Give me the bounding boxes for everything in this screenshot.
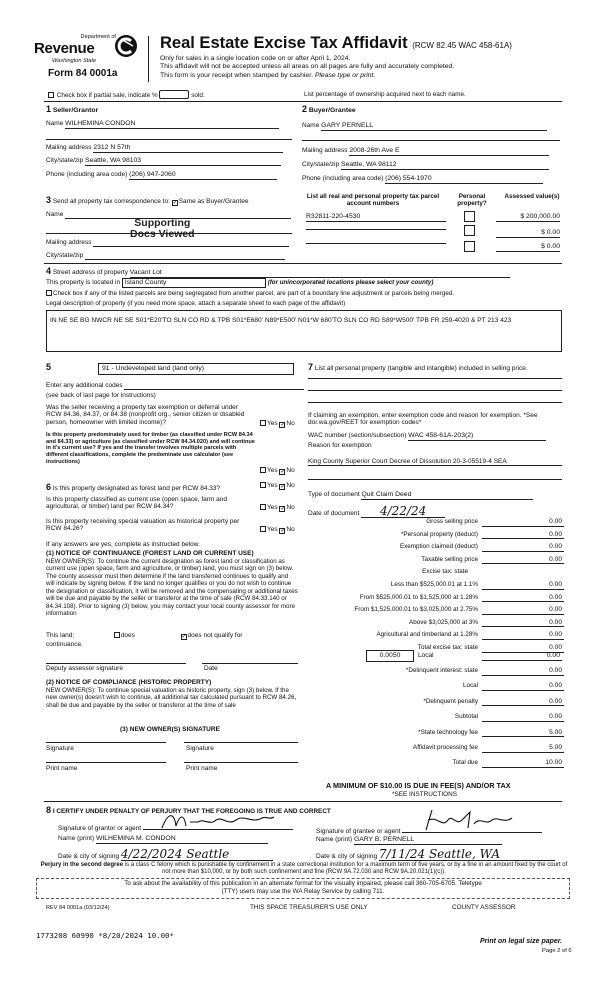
buyer-heading: 2 Buyer/Grantee <box>302 104 356 114</box>
continuance-label: continuance. <box>46 641 83 648</box>
forest-yes-checkbox[interactable] <box>260 482 266 488</box>
additional-codes-row: Enter any additional codes <box>46 382 304 390</box>
tax-calc-amount[interactable]: 0.00 <box>482 698 564 707</box>
personal-property-checkbox[interactable] <box>464 225 475 236</box>
seller-mailing[interactable]: 2312 N 57th <box>93 144 283 153</box>
exemption-yes-checkbox[interactable] <box>260 420 266 426</box>
grantee-signature-scribble <box>418 806 518 834</box>
does-not-qualify-checkbox[interactable]: ✓ <box>181 634 187 640</box>
tax-calc-amount[interactable]: 0.00 <box>482 713 564 722</box>
document-type[interactable]: Quit Claim Deed <box>361 491 533 500</box>
tax-calc-amount[interactable]: 0.00 <box>482 619 564 628</box>
tax-calc-label: Total excise tax: state <box>417 644 478 651</box>
historic-no-checkbox[interactable]: ✓ <box>280 528 286 534</box>
seller-city-row: City/state/zip Seattle, WA 98103 <box>46 157 292 166</box>
note-2: This affidavit will not be accepted unless all areas on all pages are fully and accurately completed. <box>160 63 455 71</box>
notice2-title: (2) NOTICE OF COMPLIANCE (HISTORIC PROPERTY) <box>46 679 212 686</box>
tax-calc-amount[interactable]: 10.00 <box>482 759 564 768</box>
reason-label: Reason for exemption <box>308 442 372 449</box>
seller-phone[interactable]: (206) 947-2060 <box>129 171 277 180</box>
grantee-name[interactable]: GARY B. PERNELL <box>354 836 502 845</box>
tax-calc-label: *Personal property (deduct) <box>400 530 478 538</box>
tax-calc-row <box>308 568 564 578</box>
tax-calc-amount[interactable]: 0.00 <box>482 581 564 590</box>
tax-calc-amount[interactable]: 0.00 <box>482 606 564 615</box>
timber-yes-checkbox[interactable] <box>260 467 266 473</box>
header-notes <box>160 55 560 80</box>
deputy-date-label: Date <box>204 665 218 672</box>
new-owner-print-label: Print name <box>46 765 78 772</box>
tax-calc-label: Exemption claimed (deduct) <box>399 543 478 551</box>
notice1-title: (1) NOTICE OF CONTINUANCE (FOREST LAND OR CURRENT USE) <box>46 550 254 557</box>
partial-sale-percent-field[interactable] <box>159 90 189 99</box>
tax-calc-row <box>308 619 564 629</box>
tax-calc-amount[interactable]: 0.00 <box>482 644 564 653</box>
tax-calc-label: Less than $525,000.01 at 1.1% <box>390 581 478 588</box>
tax-calc-row <box>308 631 564 641</box>
parcel-number[interactable]: R32811-220-4530 <box>306 213 446 222</box>
ownership-note: List percentage of ownership acquired next to each name. <box>304 91 466 98</box>
tax-calc-amount[interactable]: 5.00 <box>482 744 564 753</box>
exemption-yes-no: Yes ✓No <box>260 420 295 428</box>
wac-row: WAC number (section/subsection) WAC 458-61A-203(2) <box>308 432 546 441</box>
tax-calc-row <box>308 594 564 604</box>
timber-question: Is this property predominately used for timber (as classified under RCW 84.34 and 84.33) or agriculture (as classified under RCW 84.34.020) and will continue in it's current use? If yes and the transfer involves multiple parcels with different classifications, complete the predominate use calculator (see instructions) <box>46 432 255 465</box>
supporting-docs-stamp: Supporting Docs Viewed <box>130 217 195 240</box>
grantor-signature-scribble <box>158 808 278 834</box>
street-address[interactable]: Vacant Lot <box>130 269 510 278</box>
treasurer-label: THIS SPACE TREASURER'S USE ONLY <box>250 904 368 911</box>
tax-calc-row <box>308 581 564 591</box>
historic-yes-no: Yes ✓No <box>260 526 295 534</box>
buyer-mailing-row: Mailing address 2008-26th Ave E <box>302 147 560 156</box>
assessed-value[interactable]: $ 200,000.00 <box>496 213 560 222</box>
county-select[interactable]: Island County <box>122 278 266 288</box>
see-instructions-note: *SEE INSTRUCTIONS <box>392 791 457 798</box>
correspondence-city-field[interactable] <box>85 252 285 260</box>
land-qualify-row: This land: does ✓does not qualify for <box>46 632 243 640</box>
timber-no-checkbox[interactable]: ✓ <box>280 469 286 475</box>
personal-property-row: 7 List all personal property (tangible and intangible) included in selling price. <box>308 362 528 372</box>
tax-calc-row <box>308 698 564 708</box>
section5-num: 5 <box>46 362 52 372</box>
tax-calc-row <box>308 682 564 692</box>
tax-calc-row <box>308 744 564 754</box>
tax-calc-row <box>308 759 564 769</box>
assessed-value-col-header: Assessed value(s) <box>504 193 560 200</box>
grantee-name-row: Name (print) GARY B. PERNELL <box>316 836 502 845</box>
grantor-name-row: Name (print) WILHEMINA M. CONDON <box>58 835 268 844</box>
tax-calc-row <box>308 713 564 723</box>
accessibility-notice: To ask about the availability of this publication in an alternate format for the visually impaired, please call 360-705-6705. Teletype (TTY) users may use the WA Relay Service by calling 711. <box>36 878 570 899</box>
perjury-notice: Perjury in the second degree is a class C felony which is punishable by confinement in a state correctional institution for a maximum term of five years, or by a fine in an amount fixed by the court of not more than $10,000, or by both such confinement and fine (RCW 9A.72.030 and RCW 9A.20.021(1)(c)). <box>40 862 568 875</box>
exemption-instructions: If claiming an exemption, enter exemption code and reason for exemption. *See dor.wa.gov/REET for exemption codes* <box>308 412 538 427</box>
tax-calc-label: Excise tax: state <box>422 568 468 576</box>
grantee-date-city[interactable]: 7/11/24 Seattle, WA <box>379 848 555 861</box>
grantor-date-city[interactable]: 4/22/2024 Seattle <box>121 848 273 861</box>
correspondence-city-row: City/state/zip <box>46 252 285 260</box>
new-owner-signature-title: (3) NEW OWNER(S) SIGNATURE <box>120 726 220 733</box>
county-assessor-label: COUNTY ASSESSOR <box>452 904 516 911</box>
current-use-question: Is this property classified as current use (open space, farm and agricultural, or timber) land per RCW 84.34? <box>46 496 228 511</box>
tax-calc-label: From $1,525,000.01 to $3,025,000 at 2.75% <box>354 606 478 614</box>
wac-number[interactable]: WAC 458-61A-203(2) <box>408 432 546 441</box>
timber-yes-no: Yes ✓No <box>260 467 295 475</box>
if-yes-note: If any answers are yes, complete as instructed below. <box>46 541 200 548</box>
exemption-reason[interactable]: King County Superior Court Decree of Dissolution 20-3-05519-4 SEA <box>308 458 562 466</box>
partial-sale-row: Check box if partial sale, indicate % sold. <box>48 90 205 99</box>
dept-revenue: Revenue <box>34 40 95 58</box>
tax-calc-label: Affidavit processing fee <box>413 744 478 751</box>
current-use-yes-checkbox[interactable] <box>260 504 266 510</box>
note-3: This form is your receipt when stamped by cashier. Please type or print. <box>160 71 376 79</box>
seller-mailing-row: Mailing address 2312 N 57th <box>46 144 292 153</box>
correspondence-name-row: Name <box>46 211 291 219</box>
assessed-value[interactable]: $ 0.00 <box>496 229 560 238</box>
cashier-receipt-stamp: 1773208 60990 *8/20/2024 10.00* <box>36 931 174 940</box>
buyer-mailing[interactable]: 2008-26th Ave E <box>349 147 549 156</box>
local-label: Local <box>418 652 434 659</box>
correspondence-mailing-row: Mailing address <box>46 239 289 247</box>
tax-calc-amount[interactable]: 0.00 <box>482 518 564 527</box>
see-back-note: (see back of last page for instructions) <box>46 392 156 399</box>
new-owner-signature-label: Signature <box>46 745 74 752</box>
partial-sale-checkbox[interactable] <box>48 92 54 98</box>
historic-question: Is this property receiving special valuation as historical property per RCW 84.26? <box>46 518 240 533</box>
personal-property-checkbox[interactable] <box>464 241 475 252</box>
tax-calc-row <box>308 729 564 739</box>
same-as-buyer-checkbox[interactable]: ✓ <box>172 200 178 206</box>
buyer-name[interactable]: GARY PERNELL <box>321 122 547 131</box>
tax-calc-amount[interactable]: 0.00 <box>482 682 564 691</box>
tax-calc-label: *Delinquent interest: state <box>405 667 478 674</box>
tax-calc-row <box>308 518 564 528</box>
tax-calc-label: *Delinquent penalty <box>423 697 478 705</box>
tax-calc-label: Above $3,025,000 at 3% <box>409 618 478 626</box>
parcel-col-header: List all real and personal property tax parcel account numbers <box>306 193 440 208</box>
dept-state: Washington State <box>52 57 97 64</box>
tax-correspondence-row: 3 Send all property tax correspondence to: ✓Same as Buyer/Grantee <box>46 195 249 206</box>
personal-property-checkbox[interactable] <box>464 211 475 222</box>
seller-name[interactable]: WILHEMINA CONDON <box>65 120 279 129</box>
tax-calc-amount[interactable]: 0.00 <box>482 556 564 565</box>
new-owner-print-label: Print name <box>186 765 218 772</box>
segregated-row: Check box if any of the listed parcels are being segregated from another parcel, are part of a boundary line adjustment or parcels being merged. <box>46 290 454 297</box>
grantor-date-row: Date & city of signing 4/22/2024 Seattle <box>58 848 273 861</box>
local-tax-amount[interactable]: 0.00 <box>482 652 562 661</box>
title-ref: (RCW 82.45 WAC 458-61A) <box>412 41 512 50</box>
doc-type-row: Type of document Quit Claim Deed <box>308 491 533 500</box>
local-rate-field[interactable]: 0.0050 <box>366 650 414 662</box>
forest-question-row: 6 Is this property designated as forest land per RCW 84.33? <box>46 482 221 492</box>
tax-calc-row <box>308 606 564 616</box>
grantee-date-row: Date & city of signing 7/11/24 Seattle, WA <box>316 848 555 861</box>
revision-label: REV 84 0001a (03/12/24) <box>46 905 110 911</box>
historic-yes-checkbox[interactable] <box>260 526 266 532</box>
new-owner-signature-label: Signature <box>186 745 214 752</box>
deputy-assessor-label: Deputy assessor signature <box>46 665 123 672</box>
additional-codes-field[interactable] <box>124 382 304 390</box>
doc-date-row: Date of document 4/22/24 <box>308 505 445 518</box>
legal-desc-label: Legal description of property (if you need more space, attach a separate sheet to each page of the affidavit) <box>46 300 346 307</box>
correspondence-mailing-field[interactable] <box>93 239 289 247</box>
buyer-phone[interactable]: (206) 554-1970 <box>385 175 543 184</box>
personal-property-col-header: Personal property? <box>457 193 487 208</box>
form-number: Form 84 0001a <box>48 68 118 80</box>
tax-calc-amount[interactable]: 5.00 <box>482 729 564 738</box>
tax-calc-amount[interactable]: 0.00 <box>482 631 564 640</box>
tax-calc-row <box>308 667 564 677</box>
page-number: Page 2 of 6 <box>542 948 572 954</box>
forest-no-checkbox[interactable]: ✓ <box>280 484 286 490</box>
tax-calc-amount[interactable]: 0.00 <box>482 543 564 552</box>
buyer-phone-row: Phone (including area code) (206) 554-1970 <box>302 175 560 184</box>
seller-city[interactable]: Seattle, WA 98103 <box>85 157 281 166</box>
tax-calc-row <box>308 543 564 553</box>
dept-line: Department of <box>80 34 116 40</box>
seller-heading: 1 Seller/Grantor <box>46 104 99 114</box>
notice2-text: NEW OWNER(S): To continue special valuation as historic property, sign (3) below. If the new owner(s) doesn't wish to continue, all additional tax calculated pursuant to RCW 84.26, shall be due and payable by the seller or transferor at the time of sale <box>46 687 297 709</box>
note-1: Only for sales in a single location code on or after April 1, 2024. <box>160 55 351 62</box>
tax-calc-label: Agricultural and timberland at 1.28% <box>376 631 478 639</box>
forest-yes-no: Yes ✓No <box>260 482 295 490</box>
tax-calc-label: Local <box>462 682 478 690</box>
tax-calc-row <box>308 531 564 541</box>
does-qualify-checkbox[interactable] <box>114 632 120 638</box>
buyer-city-row: City/state/zip Seattle, WA 98112 <box>302 161 560 170</box>
tax-calc-amount[interactable]: 0.00 <box>482 667 564 676</box>
legal-description[interactable]: IN NE SE BG NWCR NE SE S01*E20'TO SLN CO RD & TPB S01*E680' N89*E500' N01*W 680'TO SLN CO RD S89*W500' TPB FR 259-4020 & PT 213 423 <box>46 310 562 352</box>
tax-calc-label: Subtotal <box>454 713 478 721</box>
tax-calc-label: *State technology fee <box>418 728 478 736</box>
buyer-name-row: Name GARY PERNELL <box>302 122 560 131</box>
property-use-select[interactable]: 91 - Undeveloped land (land only) <box>98 363 294 375</box>
tax-calc-row <box>308 556 564 566</box>
minimum-due-note: A MINIMUM OF $10.00 IS DUE IN FEE(S) AND/OR TAX <box>326 781 511 790</box>
tax-calc-label: Gross selling price <box>426 518 478 525</box>
revenue-logo-icon <box>113 33 139 59</box>
tax-calc-label: Taxable selling price <box>421 555 478 563</box>
parcel-number[interactable] <box>306 229 446 230</box>
located-row: This property is located in Island County (for unincorporated locations please select your county) <box>46 279 434 286</box>
segregated-checkbox[interactable] <box>46 290 52 296</box>
seller-name-row: Name WILHEMINA CONDON <box>46 120 292 129</box>
notice1-text: NEW OWNER(S): To continue the current designation as forest land or classification as current use (open space, farm and agriculture, or timber) land, you must sign on (3) below. The county assessor must then determine if the land transferred continues to qualify and will indicate by signing below. If the land no longer qualifies or you do not wish to continue the designation or classification, it will be removed and the compensating or additional taxes will be due and payable by the seller or transferor at the time of sale (RCW 84.33.140 or 84.34.108). Prior to signing (3) below, you may contact your local county assessor for more information <box>46 558 298 618</box>
certify-row: 8 I CERTIFY UNDER PENALTY OF PERJURY THAT THE FOREGOING IS TRUE AND CORRECT <box>46 805 331 815</box>
street-address-row: 4 Street address of property Vacant Lot <box>46 266 510 278</box>
tax-calc-label: Total due <box>452 759 478 767</box>
exemption-question: Was the seller receiving a property tax exemption or deferral under RCW 84.36, 84.37, or 84.38 (nonprofit org., senior citizen or disabled person, homeowner with limited income)? <box>46 404 245 426</box>
assessed-value[interactable]: $ 0.00 <box>496 243 560 252</box>
seller-phone-row: Phone (including area code) (206) 947-2060 <box>46 171 292 180</box>
tax-calc-amount[interactable]: 0.00 <box>482 594 564 603</box>
tax-calc-label: From $525,000.01 to $1,525,000 at 1.28% <box>359 593 478 601</box>
parcel-number[interactable] <box>306 243 446 244</box>
exemption-no-checkbox[interactable]: ✓ <box>280 422 286 428</box>
current-use-no-checkbox[interactable]: ✓ <box>280 506 286 512</box>
current-use-yes-no: Yes ✓No <box>260 504 295 512</box>
tax-calc-amount[interactable]: 0.00 <box>482 531 564 540</box>
document-date[interactable]: 4/22/24 <box>361 505 445 518</box>
form-title: Real Estate Excise Tax Affidavit (RCW 82.45 WAC 458-61A) <box>160 34 512 52</box>
grantee-signature-row: Signature of grantee or agent <box>316 823 542 835</box>
buyer-city[interactable]: Seattle, WA 98112 <box>341 161 549 170</box>
grantor-name[interactable]: WILHEMINA M. CONDON <box>96 835 268 844</box>
grantor-signature-row: Signature of grantor or agent <box>58 820 293 832</box>
legal-paper-note: Print on legal size paper. <box>480 938 563 945</box>
